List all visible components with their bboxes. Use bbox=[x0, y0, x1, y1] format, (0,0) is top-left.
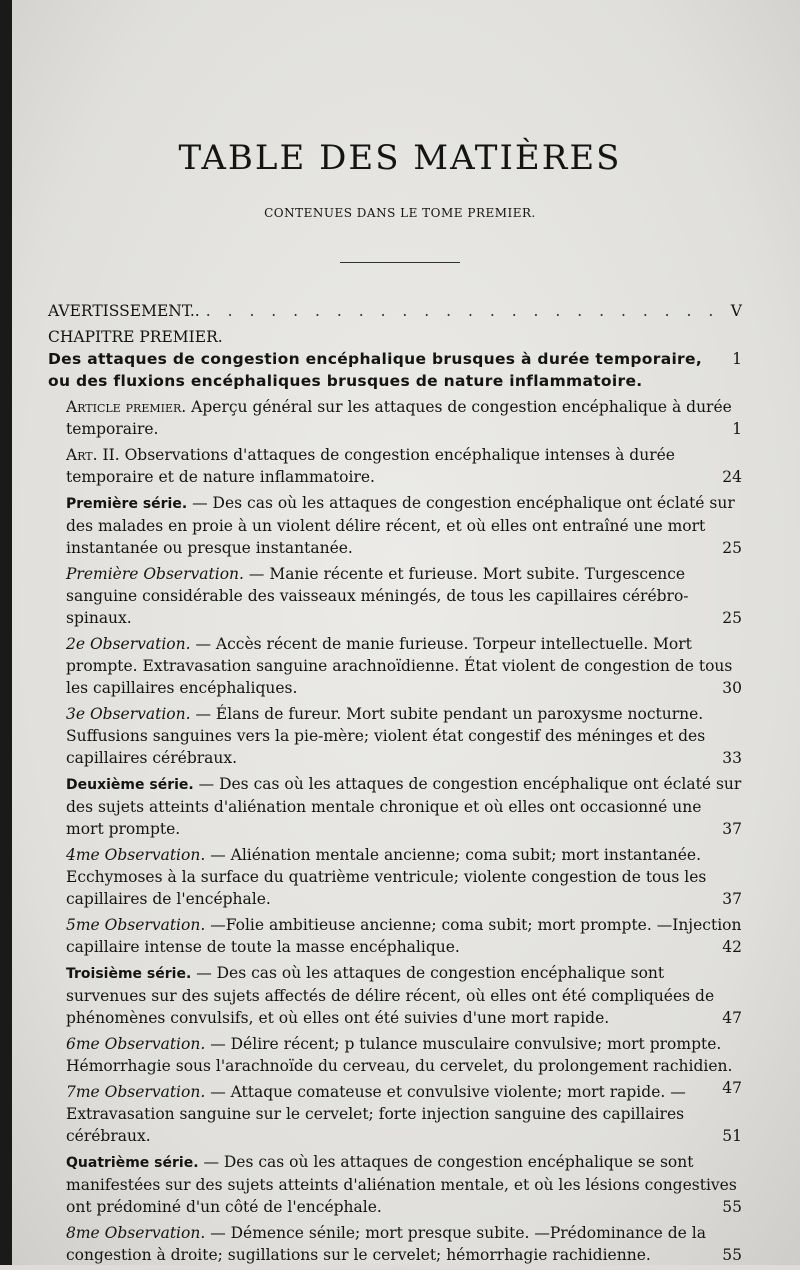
entry-label: Troisième série. bbox=[66, 966, 192, 982]
page-subtitle: CONTENUES DANS LE TOME PREMIER. bbox=[264, 206, 536, 220]
entry-page: 55 bbox=[722, 1198, 742, 1216]
entry-text: — Attaque comateuse et convulsive violente; mort rapide. —Extravasation sanguine sur le cervelet; forte injection sanguine des capillaires cérébraux. bbox=[66, 1083, 686, 1145]
toc-entry-article-2[interactable] bbox=[48, 444, 742, 488]
entry-text: Aperçu général sur les attaques de congestion encéphalique à durée temporaire. bbox=[66, 398, 732, 438]
entry-page: 25 bbox=[722, 539, 742, 557]
toc-entry-observation-1[interactable] bbox=[48, 563, 742, 629]
entry-page: 42 bbox=[722, 938, 742, 956]
entry-text: Des attaques de congestion encéphalique brusques à durée temporaire, ou des fluxions encéphaliques brusques de nature inflammatoire. bbox=[48, 350, 703, 390]
entry-label: 7me Observation. bbox=[66, 1083, 206, 1101]
entry-text: Observations d'attaques de congestion encéphalique intenses à durée temporaire et de nature inflammatoire. bbox=[66, 446, 675, 486]
toc-entry-observation-8[interactable] bbox=[48, 1222, 742, 1266]
entry-text: — Accès récent de manie furieuse. Torpeur intellectuelle. Mort prompte. Extravasation sanguine arachnoïdienne. État violent de congestion de tous les capillaires encéphaliques. bbox=[66, 635, 733, 697]
entry-page: 25 bbox=[722, 609, 742, 627]
entry-label: Première série. bbox=[66, 496, 188, 512]
entry-text: — Aliénation mentale ancienne; coma subit; mort instantanée. Ecchymoses à la surface du quatrième ventricule; violente congestion de tous les capillaires de l'encéphale. bbox=[66, 846, 707, 908]
entry-page: 37 bbox=[722, 820, 742, 838]
toc-entry-chapter-1[interactable] bbox=[48, 326, 742, 392]
page-edge bbox=[0, 0, 12, 1265]
entry-page: V bbox=[730, 302, 742, 320]
entry-text: — Des cas où les attaques de congestion encéphalique ont éclaté sur des malades en proie à un violent délire récent, et où elles ont entraîné une mort instantanée ou presque instantanée. bbox=[66, 494, 735, 557]
entry-label: Art. II. bbox=[66, 446, 120, 464]
entry-text: — Élans de fureur. Mort subite pendant un paroxysme nocturne. Suffusions sanguines vers la pie-mère; violent état congestif des méninges et des capillaires cérébraux. bbox=[66, 705, 706, 767]
entry-text: — Délire récent; p tulance musculaire convulsive; mort prompte. Hémorrhagie sous l'arachnoïde du cerveau, du cervelet, du prolongement rachidien. bbox=[66, 1035, 733, 1075]
entry-text: —Folie ambitieuse ancienne; coma subit; mort prompte. —Injection capillaire intense de toute la masse encéphalique. bbox=[66, 916, 742, 956]
toc-entry-observation-5[interactable] bbox=[48, 914, 742, 958]
entry-label: CHAPITRE PREMIER. bbox=[48, 328, 223, 346]
entry-page: 1 bbox=[732, 420, 742, 438]
entry-page: 55 bbox=[722, 1246, 742, 1264]
toc-entry-observation-7[interactable] bbox=[48, 1081, 742, 1147]
entry-text: — Des cas où les attaques de congestion encéphalique ont éclaté sur des sujets atteints d'aliénation mentale chronique et où elles ont occasionné une mort prompte. bbox=[66, 775, 742, 838]
divider bbox=[340, 262, 460, 263]
toc-entry-observation-3[interactable] bbox=[48, 703, 742, 769]
entry-label: 8me Observation. bbox=[66, 1224, 206, 1242]
entry-label: 5me Observation. bbox=[66, 916, 206, 934]
entry-label: 4me Observation. bbox=[66, 846, 206, 864]
entry-page: 51 bbox=[722, 1127, 742, 1145]
toc-entry-serie-3[interactable] bbox=[48, 962, 742, 1029]
page-title: TABLE DES MATIÈRES bbox=[178, 138, 622, 178]
toc-entry-observation-4[interactable] bbox=[48, 844, 742, 910]
entry-label: 6me Observation. bbox=[66, 1035, 206, 1053]
table-of-contents bbox=[48, 300, 742, 1270]
entry-label: Article premier. bbox=[66, 398, 187, 416]
toc-entry-avertissement[interactable] bbox=[48, 300, 742, 322]
entry-page: 30 bbox=[722, 679, 742, 697]
toc-entry-serie-2[interactable] bbox=[48, 773, 742, 840]
toc-entry-observation-2[interactable] bbox=[48, 633, 742, 699]
entry-page: 24 bbox=[722, 468, 742, 486]
entry-label: Quatrième série. bbox=[66, 1155, 199, 1171]
entry-text: — Démence sénile; mort presque subite. —Prédominance de la congestion à droite; sugillations sur le cervelet; hémorrhagie rachidienne. bbox=[66, 1224, 706, 1264]
entry-label: Première Observation. bbox=[66, 565, 244, 583]
entry-page: 33 bbox=[722, 749, 742, 767]
toc-entry-article-1[interactable] bbox=[48, 396, 742, 440]
entry-page: 1 bbox=[732, 350, 742, 368]
entry-text: — Des cas où les attaques de congestion encéphalique sont survenues sur des sujets affectés de délire récent, où elles ont été compliquées de phénomènes convulsifs, et où elles ont été suivies d'une mort rapide. bbox=[66, 964, 715, 1027]
entry-page: 47 bbox=[722, 1009, 742, 1027]
entry-text: — Manie récente et furieuse. Mort subite. Turgescence sanguine considérable des vaisseaux méningés, de tous les capillaires cérébro-spinaux. bbox=[66, 565, 689, 627]
entry-label: 3e Observation. bbox=[66, 705, 191, 723]
entry-page: 47 bbox=[722, 1079, 742, 1097]
leader-dots bbox=[206, 300, 714, 322]
toc-entry-serie-1[interactable] bbox=[48, 492, 742, 559]
entry-label: Deuxième série. bbox=[66, 777, 194, 793]
toc-entry-serie-4[interactable] bbox=[48, 1151, 742, 1218]
entry-label: 2e Observation. bbox=[66, 635, 191, 653]
entry-label: AVERTISSEMENT.. bbox=[48, 302, 200, 320]
entry-text: — Des cas où les attaques de congestion encéphalique se sont manifestées sur des sujets atteints d'aliénation mentale, et où les lésions congestives ont prédominé d'un côté de l'encéphale. bbox=[66, 1153, 737, 1216]
entry-page: 37 bbox=[722, 890, 742, 908]
